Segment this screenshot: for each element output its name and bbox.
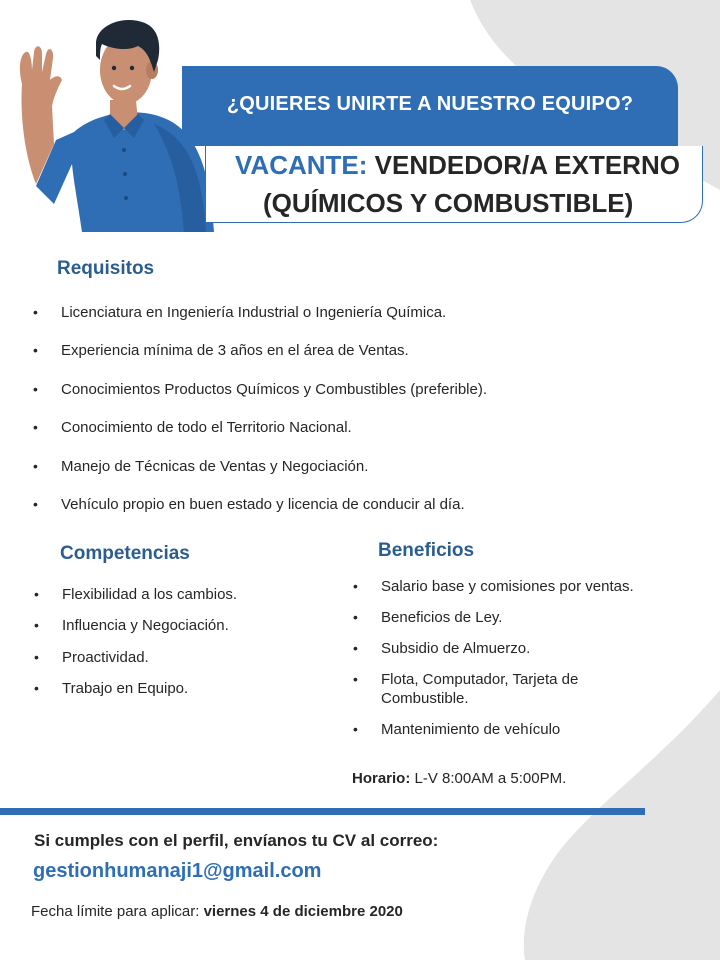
vacancy-title-line-1 <box>235 150 680 181</box>
beneficios-title: Beneficios <box>378 540 475 561</box>
banner-title: ¿QUIERES UNIRTE A NUESTRO EQUIPO? <box>226 93 634 115</box>
footer-divider <box>0 808 645 815</box>
list-item: • Mantenimiento de vehículo <box>353 720 663 739</box>
list-item: • Trabajo en Equipo. <box>34 679 324 698</box>
requisitos-list <box>33 303 633 533</box>
list-item: • Conocimiento de todo el Territorio Nacional. <box>33 418 633 437</box>
list-item: • Flota, Computador, Tarjeta de Combustible. <box>353 670 621 708</box>
schedule-label: Horario: <box>352 770 411 787</box>
list-item: • Vehículo propio en buen estado y licencia de conducir al día. <box>33 495 633 514</box>
competencias-list <box>34 585 324 711</box>
list-item: • Subsidio de Almuerzo. <box>353 639 663 658</box>
vacancy-title: VENDEDOR/A EXTERNO <box>374 150 680 180</box>
beneficios-list <box>353 577 663 751</box>
competencias-title: Competencias <box>60 543 190 564</box>
list-item: • Influencia y Negociación. <box>34 616 324 635</box>
header-banner <box>182 66 678 146</box>
list-item: • Licenciatura en Ingeniería Industrial o Ingeniería Química. <box>33 303 633 322</box>
call-to-action: Si cumples con el perfil, envíanos tu CV al correo: <box>34 831 439 850</box>
schedule <box>352 770 566 787</box>
list-item: • Flexibilidad a los cambios. <box>34 585 324 604</box>
list-item: • Manejo de Técnicas de Ventas y Negociación. <box>33 457 633 476</box>
schedule-value: L-V 8:00AM a 5:00PM. <box>410 770 567 787</box>
deadline-label: Fecha límite para aplicar: <box>31 903 204 920</box>
list-item: • Conocimientos Productos Químicos y Combustibles (preferible). <box>33 380 633 399</box>
vacancy-title-line-2: (QUÍMICOS Y COMBUSTIBLE) <box>263 188 634 218</box>
list-item: • Experiencia mínima de 3 años en el área de Ventas. <box>33 341 633 360</box>
deadline-value: viernes 4 de diciembre 2020 <box>203 903 403 920</box>
list-item: • Salario base y comisiones por ventas. <box>353 577 663 596</box>
list-item: • Beneficios de Ley. <box>353 608 663 627</box>
contact-email-link[interactable]: gestionhumanaji1@gmail.com <box>33 860 322 882</box>
vacancy-label: VACANTE: <box>235 150 368 180</box>
application-deadline <box>31 903 403 920</box>
requisitos-title: Requisitos <box>57 258 155 279</box>
list-item: • Proactividad. <box>34 648 324 667</box>
